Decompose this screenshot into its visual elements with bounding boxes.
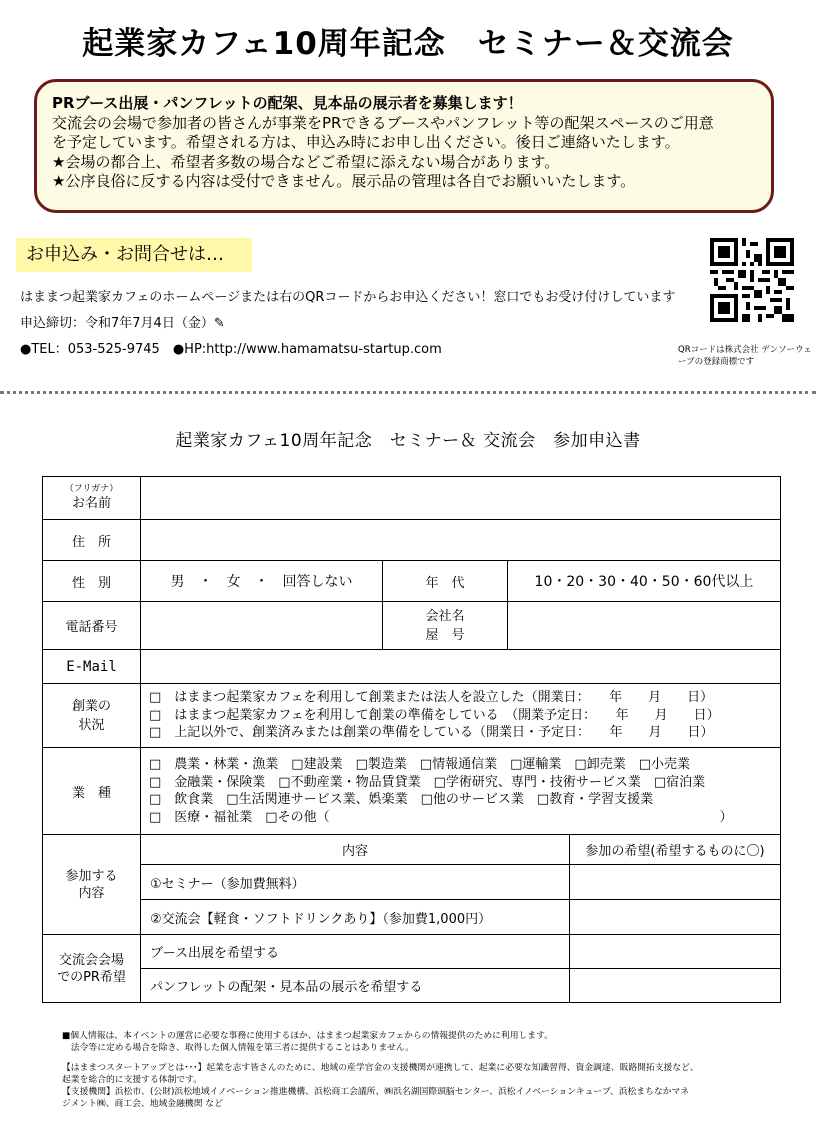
status-option[interactable]: □ はままつ起業家カフェを利用して創業の準備をしている （開業予定日： 年 月 日）	[149, 707, 720, 723]
gender-options[interactable]: 男 ・ 女 ・ 回答しない	[141, 561, 383, 602]
phone-label: 電話番号	[43, 602, 141, 650]
booth-wish-field[interactable]	[570, 935, 781, 969]
privacy-note: ■個人情報は、本イベントの運営に必要な事務に使用するほか、はままつ起業家カフェからの情報提供のために利用します。	[62, 1031, 553, 1041]
contact-badge: お申込み・お問合せは…	[16, 238, 252, 272]
form-title: 起業家カフェ10周年記念 セミナー＆ 交流会 参加申込書	[175, 431, 641, 451]
about-note: 【はままつスタートアップとは･･･】起業を志す皆さんのために、地域の産学官金の支援機関が連携して、起業に必要な知識習得、資金調達、販路開拓支援など、	[62, 1063, 699, 1073]
notice-line: を予定しています。希望される方は、申込み時にお申し出ください。後日ご連絡いたします。	[52, 133, 680, 151]
status-label: 創業の 状況	[43, 684, 141, 748]
participation-label: 参加する 内容	[43, 835, 141, 935]
industry-option-row[interactable]: □ 医療・福祉業 □その他（ ）	[149, 809, 733, 825]
status-options	[141, 684, 781, 748]
industry-option-row[interactable]: □ 農業・林業・漁業 □建設業 □製造業 □情報通信業 □運輸業 □卸売業 □小売業	[149, 757, 690, 772]
industry-option-row[interactable]: □ 金融業・保険業 □不動産業・物品賃貸業 □学術研究、専門・技術サービス業 □宿泊業	[149, 774, 706, 790]
age-options[interactable]: 10・20・30・40・50・60代以上	[508, 561, 781, 602]
industry-option-row[interactable]: □ 飲食業 □生活関連サービス業、娯楽業 □他のサービス業 □教育・学習支援業	[149, 792, 654, 807]
notice-line: ★会場の都合上、希望者多数の場合などご希望に添えない場合があります。	[52, 152, 560, 171]
support-note: 【支援機関】浜松市、(公財)浜松地域イノベーション推進機構、浜松商工会議所、㈱浜名湖国際頭脳センター、浜松イノベーションキューブ、浜松まちなかマネ	[62, 1087, 690, 1097]
email-label: E-Mail	[43, 650, 141, 684]
industry-label: 業 種	[43, 748, 141, 835]
pamphlet-item: パンフレットの配架・見本品の展示を希望する	[141, 969, 570, 1003]
privacy-note: 法令等に定める場合を除き、取得した個人情報を第三者に提供することはありません。	[62, 1043, 415, 1053]
footer	[62, 1030, 782, 1110]
phone-field[interactable]	[141, 602, 383, 650]
support-note: ジメント㈱、商工会、地域金融機関 など	[62, 1099, 223, 1109]
name-label: （フリガナ） お名前	[43, 477, 141, 520]
age-label: 年 代	[383, 561, 508, 602]
wish-header: 参加の希望(希望するものに〇)	[570, 835, 781, 865]
qr-code-icon[interactable]	[710, 238, 794, 322]
address-label: 住 所	[43, 520, 141, 561]
pamphlet-wish-field[interactable]	[570, 969, 781, 1003]
tel-hp: ●TEL：053-525-9745 ●HP:http://www.hamamatsu-startup.com	[20, 342, 442, 357]
company-label: 会社名 屋 号	[383, 602, 508, 650]
qr-note: QRコードは株式会社 デンソーウェーブの登録商標です	[678, 345, 812, 367]
pen-icon: ✎	[213, 316, 225, 331]
about-note: 起業を総合的に支援する体制です。	[62, 1075, 203, 1085]
notice-box	[34, 79, 774, 213]
name-field[interactable]	[141, 477, 781, 520]
seminar-wish-field[interactable]	[570, 865, 781, 900]
email-field[interactable]	[141, 650, 781, 684]
notice-heading: PRブース出展・パンフレットの配架、見本品の展示者を募集します！	[52, 94, 523, 112]
company-field[interactable]	[508, 602, 781, 650]
contact-line: はままつ起業家カフェのホームページまたは右のQRコードからお申込ください！窓口でもお受け付けしています	[20, 290, 676, 305]
exchange-wish-field[interactable]	[570, 900, 781, 935]
deadline-row	[20, 312, 225, 331]
furigana-label: （フリガナ）	[64, 483, 119, 494]
notice-line: 交流会の会場で参加者の皆さんが事業をPRできるブースやパンフレット等の配架スペースのご用意	[52, 113, 714, 132]
industry-options	[141, 748, 781, 835]
content-header: 内容	[141, 835, 570, 865]
status-option[interactable]: □ 上記以外で、創業済みまたは創業の準備をしている（開業日・予定日： 年 月 日）	[149, 725, 714, 741]
gender-label: 性 別	[43, 561, 141, 602]
status-option[interactable]: □ はままつ起業家カフェを利用して創業または法人を設立した（開業日： 年 月 日）	[149, 690, 714, 706]
notice-line: ★公序良俗に反する内容は受付できません。展示品の管理は各自でお願いいたします。	[52, 172, 636, 190]
cut-line	[0, 391, 816, 394]
seminar-item: ①セミナー（参加費無料）	[141, 865, 570, 900]
deadline-text: 申込締切：令和7年7月4日（金）	[20, 316, 214, 331]
pr-label: 交流会会場 でのPR希望	[43, 935, 141, 1003]
address-field[interactable]	[141, 520, 781, 561]
booth-item: ブース出展を希望する	[141, 935, 570, 969]
page-title: 起業家カフェ10周年記念 セミナー＆交流会	[82, 26, 734, 62]
exchange-item: ②交流会【軽食・ソフトドリンクあり】（参加費1,000円）	[141, 900, 570, 935]
application-form	[42, 476, 781, 1003]
